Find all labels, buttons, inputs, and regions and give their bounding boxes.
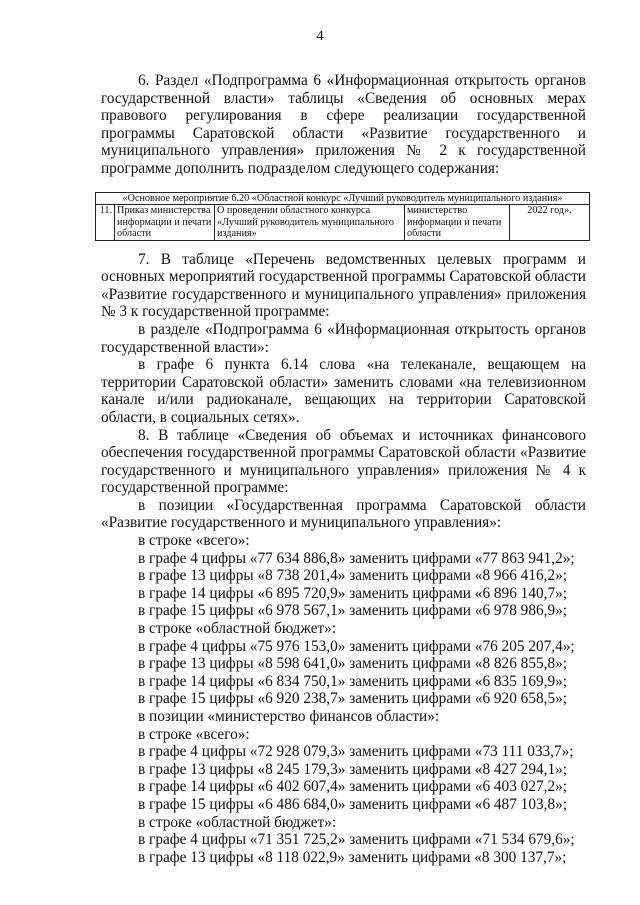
list-item: в графе 13 цифры «8 245 179,3» заменить цифрами «8 427 294,1»; <box>138 760 567 778</box>
list-item: в графе 13 цифры «8 118 022,9» заменить цифрами «8 300 137,7»; <box>138 848 567 866</box>
paragraph-7b: в графе 6 пункта 6.14 слова «на телеканале, вещающем на территории Саратовской области» заменить словами «на телевизионном канале и/или радиоканале, вещающих на территории Саратовской области, в социальных сетях». <box>101 356 586 426</box>
list-item: в строке «областной бюджет»: <box>138 620 337 638</box>
list-item: в графе 13 цифры «8 738 201,4» заменить цифрами «8 966 416,2»; <box>138 567 567 585</box>
paragraph-6: 6. Раздел «Подпрограмма 6 «Информационная открытость органов государственной власти» таблицы «Сведения об основных мерах правового регулирования в сфере реализации государственной программы Саратовской области «Развитие государственного и муниципального управления» приложения № 2 к государственной программе дополнить подразделом следующего содержания: <box>101 72 586 177</box>
list-item: в графе 15 цифры «6 978 567,1» заменить цифрами «6 978 986,9»; <box>138 602 567 620</box>
paragraph-7a: в разделе «Подпрограмма 6 «Информационная открытость органов государственной власти»: <box>101 320 586 356</box>
paragraph-8a: в позиции «Государственная программа Саратовской области «Развитие государственного и муниципального управления»: <box>101 496 586 532</box>
table-header: «Основное мероприятие 6.20 «Областной конкурс «Лучший руководитель муниципального издания» <box>96 192 590 205</box>
list-item: в графе 4 цифры «72 928 079,3» заменить цифрами «73 111 033,7»; <box>138 743 574 761</box>
list-item: в графе 14 цифры «6 834 750,1» заменить цифрами «6 835 169,9»; <box>138 672 567 690</box>
list-item: в строке «всего»: <box>138 725 250 743</box>
list-item: в графе 4 цифры «77 634 886,8» заменить цифрами «77 863 941,2»; <box>138 549 575 567</box>
list-item: в графе 15 цифры «6 920 238,7» заменить цифрами «6 920 658,5»; <box>138 690 567 708</box>
table-cell-executor: министерство информации и печати области <box>405 205 510 241</box>
paragraph-8: 8. В таблице «Сведения об объемах и источниках финансового обеспечения государственной программы Саратовской области «Развитие государственного и муниципального управления» приложения № 4 к государственной программе: <box>101 426 586 497</box>
table-cell-num: 11. <box>96 205 115 241</box>
page-number: 4 <box>316 28 324 44</box>
list-item: в графе 15 цифры «6 486 684,0» заменить цифрами «6 487 103,8»; <box>138 795 567 813</box>
paragraph-7: 7. В таблице «Перечень ведомственных целевых программ и основных мероприятий государственной программы Саратовской области «Развитие государственного и муниципального управления» приложения № 3 к государственной программе: <box>101 250 586 321</box>
table-cell-name: Приказ министерства информации и печати области <box>115 205 215 241</box>
list-item: в графе 14 цифры «6 895 720,9» заменить цифрами «6 896 140,7»; <box>138 584 567 602</box>
list-item: в позиции «министерство финансов области»: <box>138 708 440 725</box>
list-item: в графе 14 цифры «6 402 607,4» заменить цифрами «6 403 027,2»; <box>138 778 567 796</box>
list-item: в графе 4 цифры «75 976 153,0» заменить цифрами «76 205 207,4»; <box>138 637 575 655</box>
table-cell-subject: О проведении областного конкурса «Лучший руководитель муниципального издания» <box>215 205 405 241</box>
table-cell-year: 2022 год». <box>510 205 590 241</box>
list-item: в графе 13 цифры «8 598 641,0» заменить цифрами «8 826 855,8»; <box>138 655 567 673</box>
inserted-table <box>95 192 590 241</box>
list-item: в строке «всего»: <box>138 532 250 550</box>
list-item: в строке «областной бюджет»: <box>138 813 337 831</box>
document-body <box>101 72 586 866</box>
list-item: в графе 4 цифры «71 351 725,2» заменить цифрами «71 534 679,6»; <box>138 831 575 849</box>
table-row <box>96 205 590 241</box>
